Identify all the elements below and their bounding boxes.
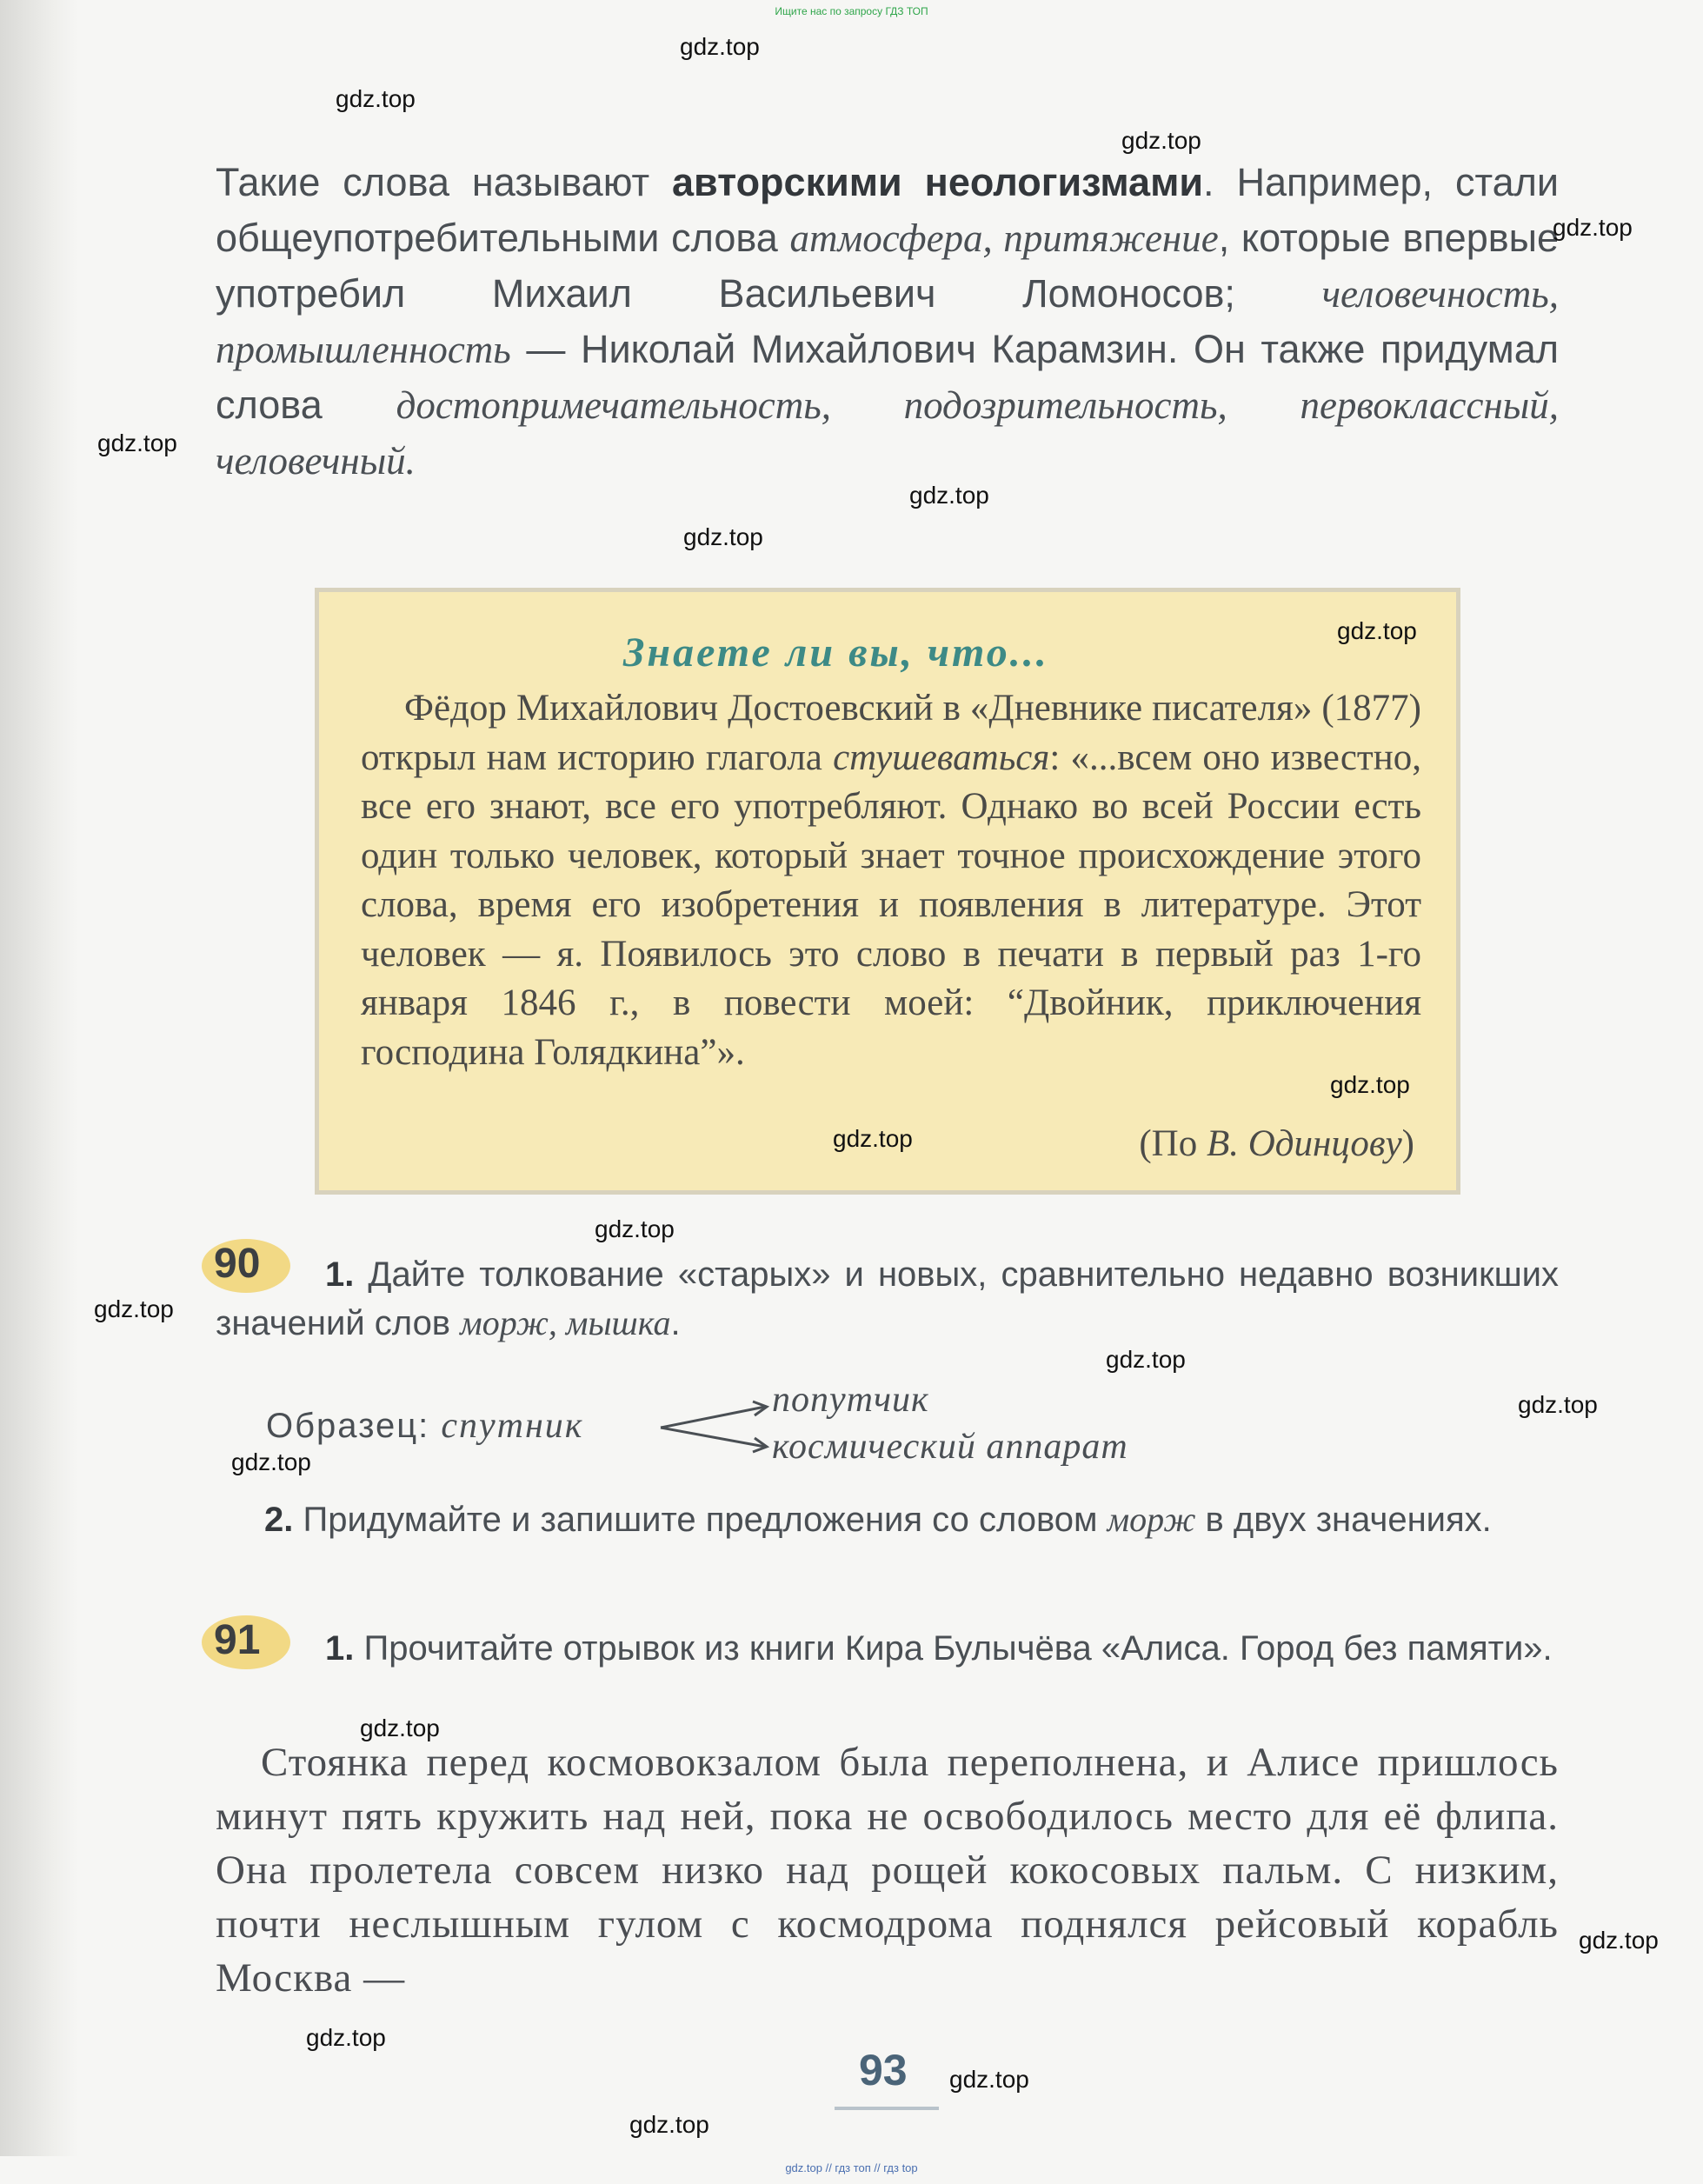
did-you-know-box [315,588,1460,1195]
intro-example-2: человечность, промышленность [216,272,1559,371]
exercise-90-number: 90 [214,1241,261,1287]
intro-text-1: Такие слова называют [216,160,673,204]
ex90-t1-words: морж, мышка [460,1303,671,1342]
dyk-author-prefix: (По [1139,1123,1207,1164]
watermark: gdz.top [1518,1391,1598,1418]
watermark: gdz.top [1121,127,1201,154]
did-you-know-title: Знаете ли вы, что... [623,629,1049,676]
watermark: gdz.top [629,2111,709,2138]
sample-branch-2: космический аппарат [772,1427,1128,1467]
ex90-t1-num: 1. [325,1255,355,1294]
sample-word: спутник [441,1406,584,1446]
watermark: gdz.top [683,523,763,550]
exercise-90-task-2 [216,1495,1559,1544]
top-banner: Ищите нас по запросу ГДЗ ТОП [775,5,928,17]
watermark: gdz.top [680,33,760,60]
watermark: gdz.top [949,2066,1029,2093]
dyk-verb: стушеваться [833,736,1050,778]
exercise-91-task-1 [216,1624,1559,1673]
did-you-know-text [361,684,1421,1077]
page-gutter-shadow [0,0,78,2156]
page-number-underline [835,2107,939,2110]
ex91-t1-num: 1. [325,1629,355,1668]
ex90-t1-text: Дайте толкование «старых» и новых, сравнительно недавно возникших значений слов [216,1255,1559,1342]
ex90-t2-word: морж [1107,1500,1196,1539]
exercise-91-number: 91 [214,1617,261,1663]
ex91-t1-text: Прочитайте отрывок из книги Кира Булычёва «Алиса. Город без памяти». [354,1629,1553,1668]
dyk-author-name: В. Одинцову [1206,1123,1402,1164]
intro-example-1: атмосфера, притяжение [789,216,1219,260]
watermark: gdz.top [231,1448,311,1475]
watermark: gdz.top [1553,214,1633,241]
dyk-author [1139,1122,1414,1165]
ex90-t2-num: 2. [264,1501,294,1539]
watermark: gdz.top [306,2024,386,2051]
exercise-90-task-1 [216,1250,1559,1348]
dyk-text-1: Фёдор Михайлович Достоевский в «Дневнике писателя» (1877) открыл нам историю глагола [361,688,1421,778]
watermark: gdz.top [1106,1346,1186,1373]
intro-text-2: . Например, стали общеупотребительными слова [216,160,1559,260]
intro-example-3: достопримечательность, подозрительность, первоклассный, человечный. [216,383,1559,483]
reading-excerpt [216,1735,1559,2005]
watermark: gdz.top [336,85,416,112]
ex90-t1-end: . [670,1304,681,1342]
bottom-banner: gdz.top // гдз топ // гдз top [785,2161,918,2174]
dyk-author-suffix: ) [1401,1123,1414,1164]
ex90-t2-text: Придумайте и запишите предложения со словом [293,1501,1108,1539]
watermark: gdz.top [1337,617,1417,644]
sample-label: Образец: [266,1407,430,1445]
watermark: gdz.top [97,429,177,456]
reading-text: Стоянка перед космовокзалом была переполнена, и Алисе пришлось минут пять кружить над ней, пока не освободилось место для её флипа. Она пролетела совсем низко над рощей кокосовых пальм. С низким, почти неслышным гулом с космодрома поднялся рейсовый корабль Москва — [216,1740,1559,2001]
watermark: gdz.top [595,1215,675,1242]
watermark: gdz.top [1579,1927,1659,1954]
watermark: gdz.top [909,482,989,509]
intro-text-3: , которые впервые употребил Михаил Васильевич Ломоносов; [216,216,1559,316]
sample-branch-1: попутчик [772,1380,929,1420]
watermark: gdz.top [94,1295,174,1322]
page-number: 93 [859,2046,908,2094]
watermark: gdz.top [833,1125,913,1152]
sample-line [266,1405,583,1447]
intro-text-4: — Николай Михайлович Карамзин. Он также придумал слова [216,327,1559,427]
intro-paragraph [216,155,1559,489]
watermark: gdz.top [1330,1071,1410,1098]
watermark: gdz.top [360,1715,440,1741]
dyk-text-2: : «...всем оно известно, все его знают, все его употребляют. Однако во всей России есть один только человек, который знает точное происхождение этого слова, время его изобретения и появления в литературе. Этот человек — я. Появилось это слово в печати в первый раз 1-го января 1846 г., в повести моей: “Двойник, приключения господина Голядкина”». [361,736,1421,1073]
sample-arrows-icon [659,1395,772,1455]
ex90-t2-end: в двух значениях. [1195,1501,1492,1539]
intro-term: авторскими неологизмами [672,160,1204,204]
